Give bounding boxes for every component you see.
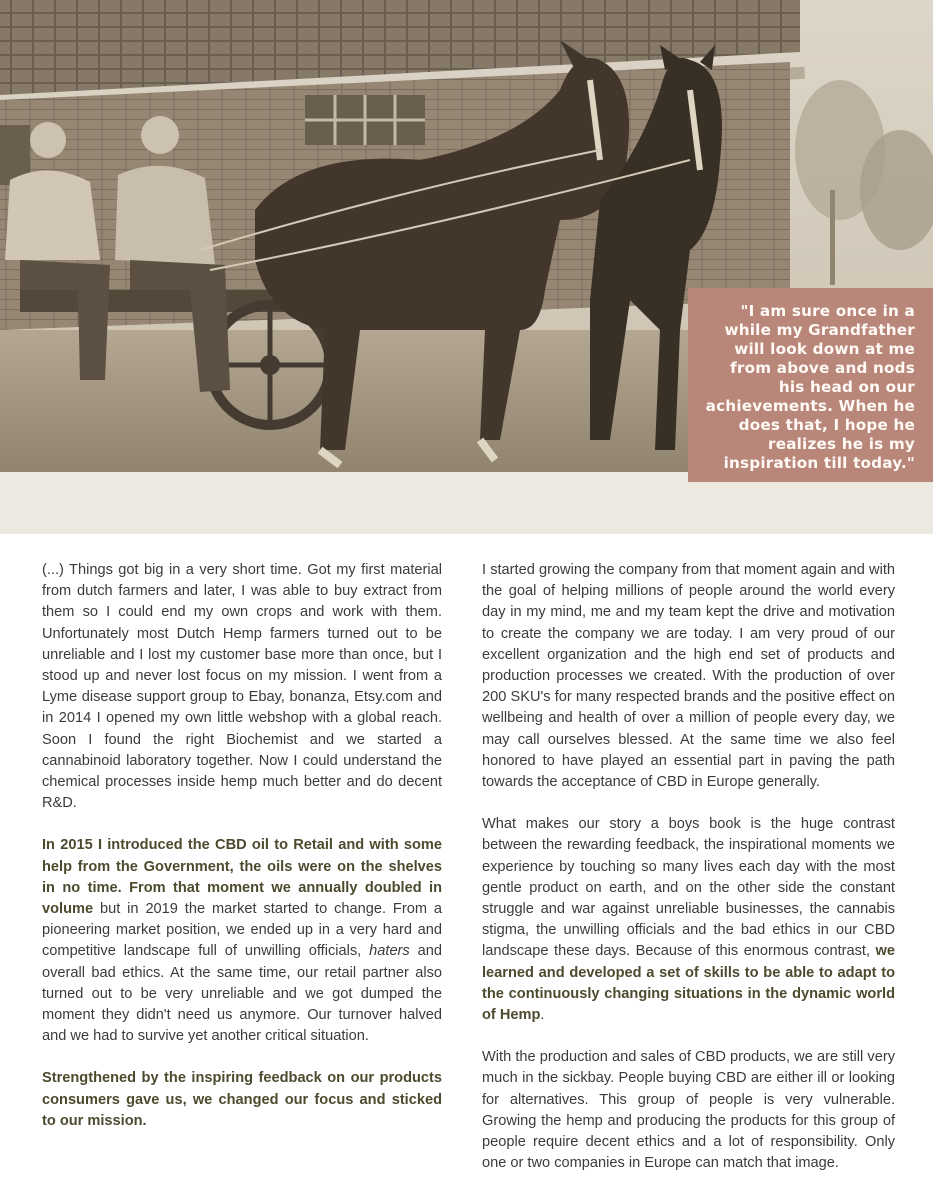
right-paragraph-3: With the production and sales of CBD products, we are still very much in the sickbay. People buying CBD are either ill or looking for alternatives. This group of people is very vulnerable. Growing the hemp and producing the products for this group of people require decent ethics and a lot of responsibility. Only one or two companies in Europe can match that image. — [482, 1049, 895, 1172]
left-paragraph-2 — [42, 835, 442, 1047]
left-paragraph-1: (...) Things got big in a very short time. Got my first material from dutch farmers and later, I was able to buy extract from them so I could end my own crops and work with them. Unfortunately most Dutch Hemp farmers turned out to be unreliable and I lost my customer base more than once, but I stood up and never lost focus on my mission. I went from a Lyme disease support group to Ebay, bonanza, Etsy.com and in 2014 I opened my own little webshop with a global reach. Soon I found the right Biochemist and we started a cannabinoid laboratory together. Now I could understand the chemical processes inside hemp much better and do decent R&D. — [42, 562, 442, 812]
right-paragraph-2 — [482, 814, 895, 1026]
left-paragraph-2-text-b: and overall bad ethics. At the same time, our retail partner also turned out to be very unreliable and we got dumped the moment they didn't need us anymore. Our turnover halved and we had to survive yet another critical situation. — [42, 943, 442, 1045]
grandfather-quote: "I am sure once in a while my Grandfather will look down at me from above and nods his head on our achievements. When he does that, I hope he realizes he is my inspiration till today." — [705, 301, 915, 472]
right-paragraph-2-text: What makes our story a boys book is the huge contrast between the rewarding feedback, the inspirational moments we experience by touching so many lives each day with the most gentle product on earth, and on the other side the constant struggle and war against unreliable businesses, the cannabis stigma, the unwilling officials and the bad ethics in our CBD landscape these days. Because of this enormous contrast, — [482, 816, 895, 960]
right-paragraph-1: I started growing the company from that moment again and with the goal of helping millions of people around the world every day in my mind, me and my team kept the drive and motivation to create the company we are today. I am very proud of our excellent organization and the high end set of products and production processes we created. With the production of over 200 SKU's for many respected brands and the positive effect on wellbeing and health of over a million of people every day, we may call ourselves blessed. At the same time we also feel honored to have played an essential part in paving the path towards the acceptance of CBD in Europe generally. — [482, 562, 895, 791]
right-column — [482, 560, 895, 1195]
left-paragraph-2-italic: haters — [369, 943, 410, 960]
left-paragraph-2-text-a: but in 2019 the market started to change. From a pioneering market position, we ended up in a very hard and competitive landscape full of unwilling officials, — [42, 901, 442, 960]
left-paragraph-2-bold: In 2015 I introduced the CBD oil to Retail and with some help from the Government, the oils were on the shelves in no time. From that moment we annually doubled in volume — [42, 837, 442, 918]
left-paragraph-3: Strengthened by the inspiring feedback on our products consumers gave us, we changed our focus and sticked to our mission. — [42, 1070, 442, 1129]
left-column — [42, 560, 442, 1153]
right-paragraph-2-bold: we learned and developed a set of skills to be able to adapt to the continuously changing situations in the dynamic world of Hemp — [482, 943, 895, 1024]
quote-box — [688, 288, 933, 482]
right-paragraph-2-end: . — [540, 1007, 545, 1024]
